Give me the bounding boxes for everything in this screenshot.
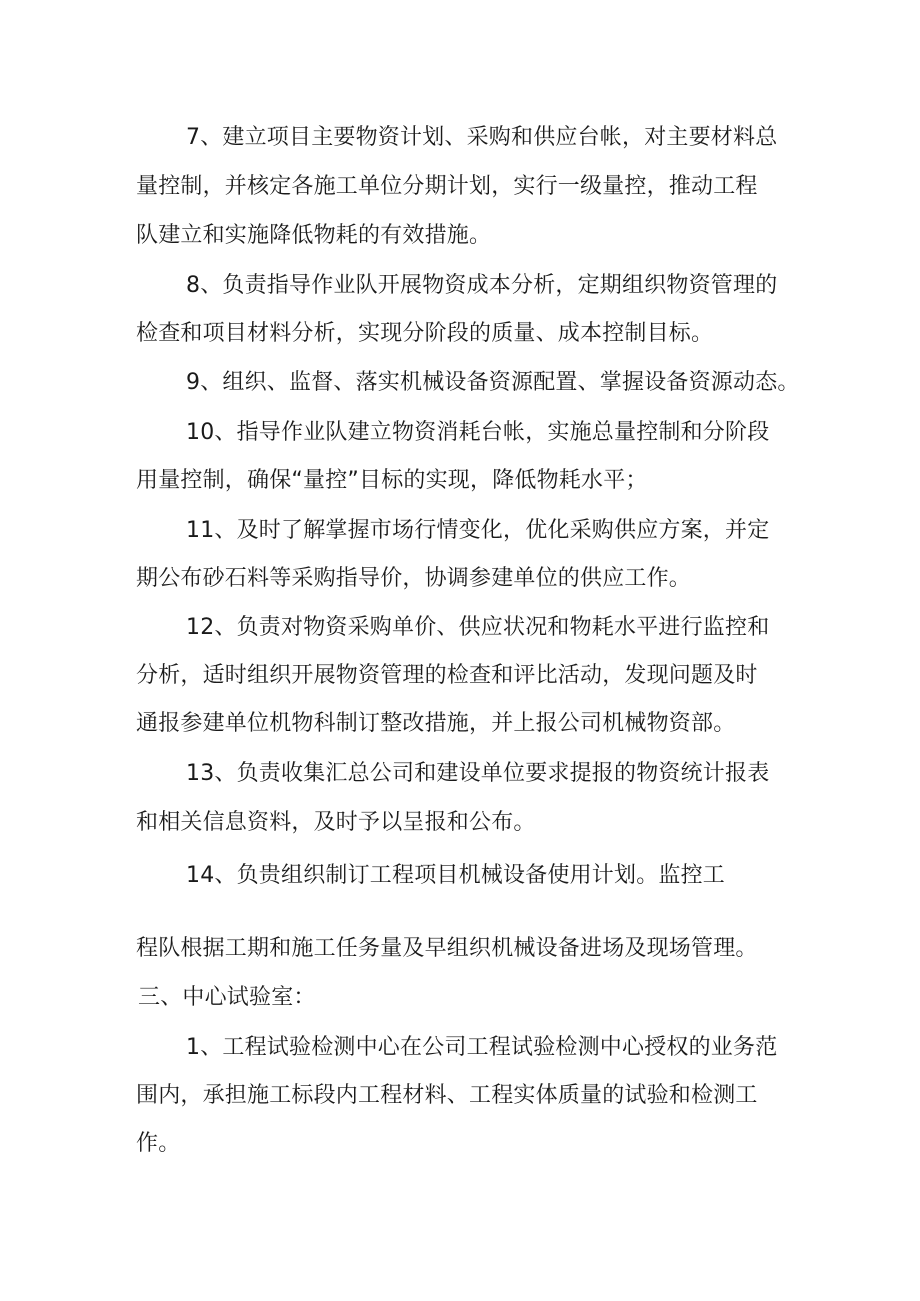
lab-item-1-line-3: 作。 [136,1131,181,1156]
item-11-line-1: 11、及时了解掌握市场行情变化，优化采购供应方案，并定 [186,518,770,543]
item-7-line-1: 7、建立项目主要物资计划、采购和供应台帐，对主要材料总 [186,125,778,150]
item-7-line-2: 量控制，并核定各施工单位分期计划，实行一级量控，推动工程 [136,174,758,199]
section-heading-central-lab: 三、中心试验室： [138,985,316,1010]
item-11-line-2: 期公布砂石料等采购指导价，协调参建单位的供应工作。 [136,566,692,591]
item-12-line-3: 通报参建单位机物科制订整改措施，并上报公司机械物资部。 [136,711,736,736]
item-8-line-2: 检查和项目材料分析，实现分阶段的质量、成本控制目标。 [136,321,714,346]
item-9-line-1: 9、组织、监督、落实机械设备资源配置、掌握设备资源动态。 [186,370,800,395]
item-14-line-2: 程队根据工期和施工任务量及早组织机械设备进场及现场管理。 [136,936,758,961]
item-7-line-3: 队建立和实施降低物耗的有效措施。 [136,223,492,248]
item-14-line-1: 14、负贵组织制订工程项目机械设备使用计划。监控工 [186,863,725,888]
item-13-line-1: 13、负责收集汇总公司和建设单位要求提报的物资统计报表 [186,761,770,786]
item-10-line-1: 10、指导作业队建立物资消耗台帐，实施总量控制和分阶段 [186,420,770,445]
lab-item-1-line-1: 1、工程试验检测中心在公司工程试验检测中心授权的业务范 [186,1035,778,1060]
item-10-line-2: 用量控制，确保“量控”目标的实现，降低物耗水平； [136,468,648,493]
item-13-line-2: 和相关信息资料，及时予以呈报和公布。 [136,810,536,835]
item-12-line-1: 12、负责对物资采购单价、供应状况和物耗水平进行监控和 [186,615,770,640]
item-12-line-2: 分析，适时组织开展物资管理的检查和评比活动，发现问题及时 [136,663,758,688]
item-8-line-1: 8、负责指导作业队开展物资成本分析，定期组织物资管理的 [186,273,778,298]
lab-item-1-line-2: 围内，承担施工标段内工程材料、工程实体质量的试验和检测工 [136,1083,758,1108]
